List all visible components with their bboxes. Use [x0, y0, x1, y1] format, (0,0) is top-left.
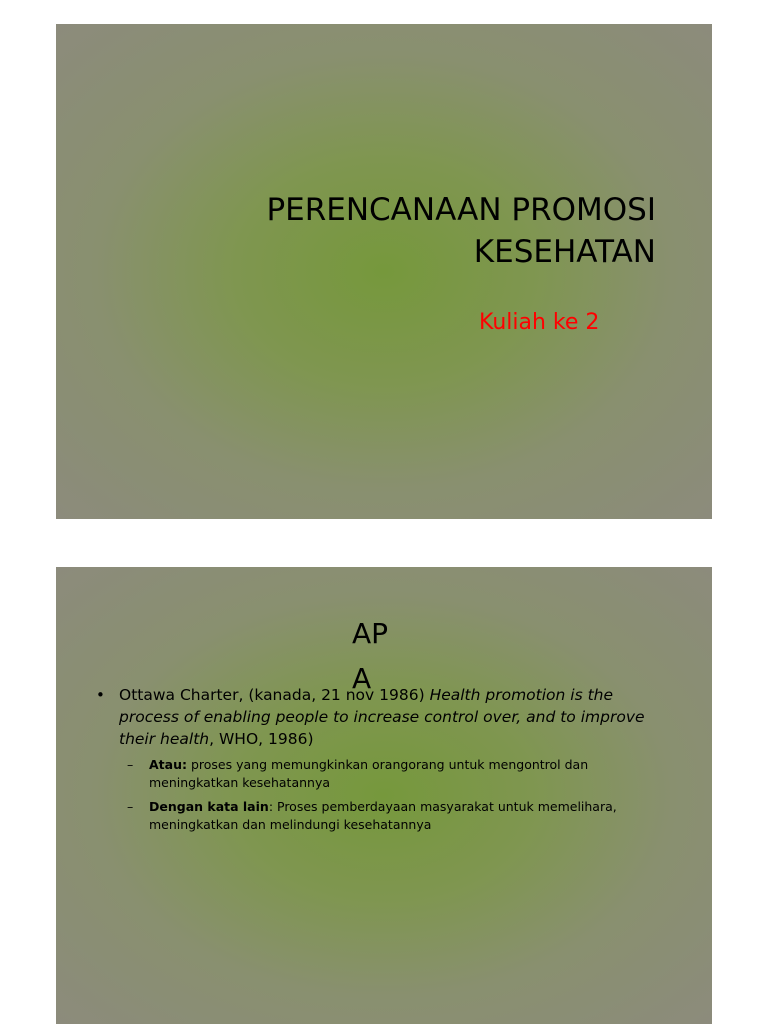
bullet-text-plain-2: , WHO, 1986)	[209, 730, 314, 748]
main-bullet	[96, 684, 676, 750]
bullet-text-plain-1: Ottawa Charter, (kanada, 21 nov 1986)	[119, 686, 430, 704]
slide-2-title: APA	[352, 617, 389, 695]
slide-1-title	[156, 189, 656, 273]
sub-bullet-label: Dengan kata lain	[149, 799, 269, 814]
bullet-list	[96, 684, 676, 834]
slide-2	[56, 567, 712, 1024]
slide-1-title-line-1: PERENCANAAN PROMOSI	[266, 192, 656, 228]
slide-1-subtitle: Kuliah ke 2	[479, 310, 600, 335]
sub-bullet-dengan-kata-lain	[127, 798, 664, 834]
dash-icon: –	[127, 799, 134, 814]
dash-icon: –	[127, 757, 134, 772]
slide-1-title-line-2: KESEHATAN	[473, 234, 656, 270]
sub-bullet-atau	[127, 756, 664, 792]
bullet-dot-icon: •	[96, 686, 105, 704]
sub-bullet-text: proses yang memungkinkan orangorang untuk mengontrol dan meningkatkan kesehatannya	[149, 757, 589, 790]
slide-1	[56, 24, 712, 519]
sub-bullet-label: Atau:	[149, 757, 187, 772]
bullet-text-italic: Health promotion is the process of enabling people to increase control over, and to improve their health	[119, 686, 645, 748]
sub-bullet-text: : Proses pemberdayaan masyarakat untuk memelihara, meningkatkan dan melindungi kesehatannya	[149, 799, 617, 832]
